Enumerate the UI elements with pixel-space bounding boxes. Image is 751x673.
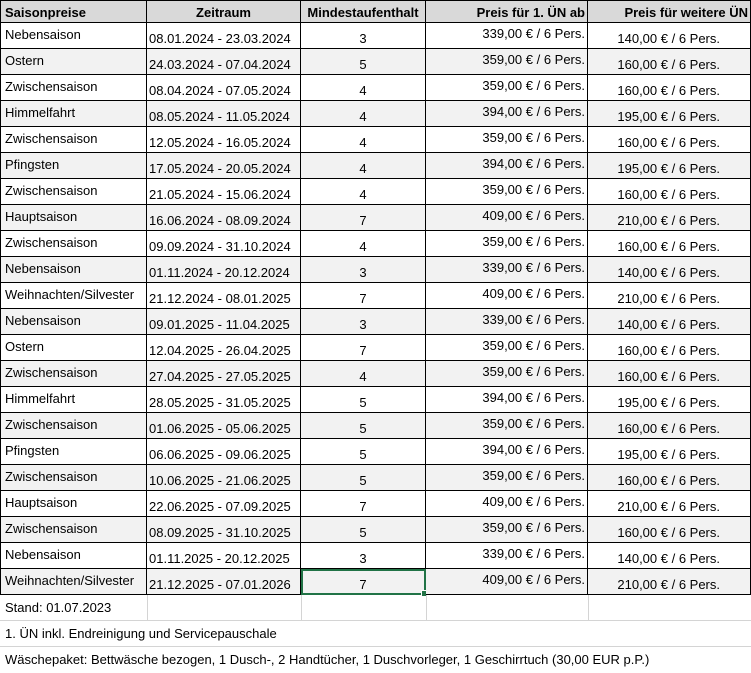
table-row <box>0 153 751 179</box>
cell-preis-weitere-naechte[interactable]: 160,00 € / 6 Pers. <box>588 413 751 439</box>
data-rows <box>0 23 751 595</box>
cell-mindestaufenthalt[interactable]: 4 <box>301 231 426 257</box>
cell-preis-weitere-naechte[interactable]: 210,00 € / 6 Pers. <box>588 283 751 309</box>
table-row <box>0 361 751 387</box>
cell-zeitraum[interactable]: 09.09.2024 - 31.10.2024 <box>147 231 301 257</box>
cell-saison[interactable]: Nebensaison <box>0 543 147 569</box>
table-row <box>0 491 751 517</box>
cell-saison[interactable]: Ostern <box>0 335 147 361</box>
cell-saison[interactable]: Zwischensaison <box>0 75 147 101</box>
header-mindestaufenthalt[interactable]: Mindestaufenthalt <box>301 0 426 23</box>
cell-zeitraum[interactable]: 01.11.2024 - 20.12.2024 <box>147 257 301 283</box>
cell-preis-erste-nacht[interactable]: 394,00 € / 6 Pers. <box>426 101 588 127</box>
cell-saison[interactable]: Weihnachten/Silvester <box>0 283 147 309</box>
cell-preis-weitere-naechte[interactable]: 210,00 € / 6 Pers. <box>588 491 751 517</box>
cell-preis-weitere-naechte[interactable]: 160,00 € / 6 Pers. <box>588 75 751 101</box>
cell-zeitraum[interactable]: 21.12.2025 - 07.01.2026 <box>147 569 301 595</box>
cell-preis-erste-nacht[interactable]: 359,00 € / 6 Pers. <box>426 127 588 153</box>
cell-preis-erste-nacht[interactable]: 394,00 € / 6 Pers. <box>426 387 588 413</box>
cell-zeitraum[interactable]: 12.05.2024 - 16.05.2024 <box>147 127 301 153</box>
cell-preis-erste-nacht[interactable]: 359,00 € / 6 Pers. <box>426 49 588 75</box>
cell-saison[interactable]: Zwischensaison <box>0 465 147 491</box>
cell-preis-weitere-naechte[interactable]: 160,00 € / 6 Pers. <box>588 49 751 75</box>
table-row <box>0 283 751 309</box>
cell-preis-erste-nacht[interactable]: 359,00 € / 6 Pers. <box>426 231 588 257</box>
cell-saison[interactable]: Pfingsten <box>0 153 147 179</box>
cell-saison[interactable]: Hauptsaison <box>0 491 147 517</box>
cell-mindestaufenthalt[interactable]: 5 <box>301 439 426 465</box>
cell-mindestaufenthalt[interactable]: 4 <box>301 361 426 387</box>
cell-preis-erste-nacht[interactable]: 394,00 € / 6 Pers. <box>426 439 588 465</box>
cell-mindestaufenthalt[interactable]: 7 <box>301 205 426 231</box>
cell-mindestaufenthalt[interactable]: 7 <box>301 335 426 361</box>
table-row <box>0 101 751 127</box>
cell-saison[interactable]: Hauptsaison <box>0 205 147 231</box>
cell-zeitraum[interactable]: 06.06.2025 - 09.06.2025 <box>147 439 301 465</box>
cell-mindestaufenthalt[interactable]: 3 <box>301 23 426 49</box>
cell-preis-weitere-naechte[interactable]: 160,00 € / 6 Pers. <box>588 361 751 387</box>
table-row <box>0 439 751 465</box>
cell-preis-weitere-naechte[interactable]: 140,00 € / 6 Pers. <box>588 309 751 335</box>
cell-saison[interactable]: Himmelfahrt <box>0 101 147 127</box>
cell-zeitraum[interactable]: 16.06.2024 - 08.09.2024 <box>147 205 301 231</box>
cell-preis-weitere-naechte[interactable]: 195,00 € / 6 Pers. <box>588 101 751 127</box>
cell-preis-erste-nacht[interactable]: 339,00 € / 6 Pers. <box>426 23 588 49</box>
table-row <box>0 517 751 543</box>
cell-zeitraum[interactable]: 22.06.2025 - 07.09.2025 <box>147 491 301 517</box>
cell-saison[interactable]: Zwischensaison <box>0 413 147 439</box>
note-row-waesche <box>0 647 751 673</box>
cell-preis-erste-nacht[interactable]: 409,00 € / 6 Pers. <box>426 205 588 231</box>
cell-preis-weitere-naechte[interactable]: 210,00 € / 6 Pers. <box>588 205 751 231</box>
cell-preis-weitere-naechte[interactable]: 210,00 € / 6 Pers. <box>588 569 751 595</box>
cell-saison[interactable]: Zwischensaison <box>0 179 147 205</box>
cell-mindestaufenthalt[interactable]: 3 <box>301 257 426 283</box>
selected-cell[interactable]: 7 <box>301 569 426 595</box>
cell-mindestaufenthalt[interactable]: 7 <box>301 283 426 309</box>
cell-zeitraum[interactable]: 17.05.2024 - 20.05.2024 <box>147 153 301 179</box>
cell-preis-erste-nacht[interactable]: 409,00 € / 6 Pers. <box>426 491 588 517</box>
table-row <box>0 205 751 231</box>
cell-mindestaufenthalt[interactable]: 4 <box>301 179 426 205</box>
cell-preis-erste-nacht[interactable]: 394,00 € / 6 Pers. <box>426 153 588 179</box>
cell-saison[interactable]: Weihnachten/Silvester <box>0 569 147 595</box>
cell-preis-weitere-naechte[interactable]: 195,00 € / 6 Pers. <box>588 387 751 413</box>
cell-saison[interactable]: Pfingsten <box>0 439 147 465</box>
header-saisonpreise[interactable]: Saisonpreise <box>0 0 147 23</box>
table-row <box>0 231 751 257</box>
cell-saison[interactable]: Ostern <box>0 49 147 75</box>
cell-preis-weitere-naechte[interactable]: 140,00 € / 6 Pers. <box>588 257 751 283</box>
cell-saison[interactable]: Nebensaison <box>0 23 147 49</box>
cell-preis-weitere-naechte[interactable]: 140,00 € / 6 Pers. <box>588 543 751 569</box>
header-preis-weitere-naechte[interactable]: Preis für weitere ÜN <box>588 0 751 23</box>
note-row-stand <box>0 595 751 621</box>
table-row <box>0 543 751 569</box>
cell-preis-erste-nacht[interactable]: 359,00 € / 6 Pers. <box>426 413 588 439</box>
cell-mindestaufenthalt[interactable]: 7 <box>301 491 426 517</box>
cell-preis-weitere-naechte[interactable]: 160,00 € / 6 Pers. <box>588 517 751 543</box>
cell-mindestaufenthalt[interactable]: 5 <box>301 49 426 75</box>
cell-mindestaufenthalt[interactable]: 5 <box>301 517 426 543</box>
cell-zeitraum[interactable]: 21.12.2024 - 08.01.2025 <box>147 283 301 309</box>
table-row <box>0 413 751 439</box>
table-row <box>0 75 751 101</box>
table-row <box>0 49 751 75</box>
cell-zeitraum[interactable]: 08.04.2024 - 07.05.2024 <box>147 75 301 101</box>
cell-mindestaufenthalt[interactable]: 5 <box>301 387 426 413</box>
cell-preis-weitere-naechte[interactable]: 140,00 € / 6 Pers. <box>588 23 751 49</box>
cell-zeitraum[interactable]: 12.04.2025 - 26.04.2025 <box>147 335 301 361</box>
cell-saison[interactable]: Zwischensaison <box>0 127 147 153</box>
cell-preis-erste-nacht[interactable]: 339,00 € / 6 Pers. <box>426 257 588 283</box>
cell-mindestaufenthalt[interactable]: 3 <box>301 543 426 569</box>
cell-preis-erste-nacht[interactable]: 359,00 € / 6 Pers. <box>426 179 588 205</box>
header-zeitraum[interactable]: Zeitraum <box>147 0 301 23</box>
cell-saison[interactable]: Himmelfahrt <box>0 387 147 413</box>
cell-preis-weitere-naechte[interactable]: 160,00 € / 6 Pers. <box>588 179 751 205</box>
cell-zeitraum[interactable]: 01.11.2025 - 20.12.2025 <box>147 543 301 569</box>
cell-zeitraum[interactable]: 08.01.2024 - 23.03.2024 <box>147 23 301 49</box>
cell-zeitraum[interactable]: 24.03.2024 - 07.04.2024 <box>147 49 301 75</box>
table-row <box>0 309 751 335</box>
cell-mindestaufenthalt[interactable]: 5 <box>301 413 426 439</box>
table-row <box>0 569 751 595</box>
waesche-note[interactable]: Wäschepaket: Bettwäsche bezogen, 1 Dusch-, 2 Handtücher, 1 Duschvorleger, 1 Geschirrtuch (30,00 EUR p.P.) <box>5 652 650 667</box>
cell-mindestaufenthalt[interactable]: 4 <box>301 75 426 101</box>
cell-saison[interactable]: Nebensaison <box>0 309 147 335</box>
cell-preis-erste-nacht[interactable]: 359,00 € / 6 Pers. <box>426 517 588 543</box>
cell-preis-erste-nacht[interactable]: 359,00 € / 6 Pers. <box>426 361 588 387</box>
cell-saison[interactable]: Zwischensaison <box>0 361 147 387</box>
cell-preis-weitere-naechte[interactable]: 195,00 € / 6 Pers. <box>588 153 751 179</box>
table-row <box>0 387 751 413</box>
cell-preis-weitere-naechte[interactable]: 160,00 € / 6 Pers. <box>588 231 751 257</box>
cell-zeitraum[interactable]: 10.06.2025 - 21.06.2025 <box>147 465 301 491</box>
cell-zeitraum[interactable]: 09.01.2025 - 11.04.2025 <box>147 309 301 335</box>
table-row <box>0 23 751 49</box>
cell-preis-weitere-naechte[interactable]: 160,00 € / 6 Pers. <box>588 335 751 361</box>
cell-preis-erste-nacht[interactable]: 359,00 € / 6 Pers. <box>426 335 588 361</box>
note-row-un-info <box>0 621 751 647</box>
cell-zeitraum[interactable]: 01.06.2025 - 05.06.2025 <box>147 413 301 439</box>
cell-saison[interactable]: Zwischensaison <box>0 517 147 543</box>
un-info-note[interactable]: 1. ÜN inkl. Endreinigung und Servicepauschale <box>5 626 277 641</box>
cell-mindestaufenthalt[interactable]: 4 <box>301 127 426 153</box>
cell-preis-erste-nacht[interactable]: 359,00 € / 6 Pers. <box>426 465 588 491</box>
cell-mindestaufenthalt[interactable]: 4 <box>301 101 426 127</box>
table-row <box>0 465 751 491</box>
stand-note[interactable]: Stand: 01.07.2023 <box>5 600 112 615</box>
cell-mindestaufenthalt[interactable]: 4 <box>301 153 426 179</box>
cell-zeitraum[interactable]: 21.05.2024 - 15.06.2024 <box>147 179 301 205</box>
cell-preis-erste-nacht[interactable]: 409,00 € / 6 Pers. <box>426 283 588 309</box>
header-preis-erste-nacht[interactable]: Preis für 1. ÜN ab <box>426 0 588 23</box>
table-row <box>0 335 751 361</box>
cell-zeitraum[interactable]: 27.04.2025 - 27.05.2025 <box>147 361 301 387</box>
header-row <box>0 0 751 23</box>
cell-preis-erste-nacht[interactable]: 409,00 € / 6 Pers. <box>426 569 588 595</box>
cell-preis-weitere-naechte[interactable]: 195,00 € / 6 Pers. <box>588 439 751 465</box>
cell-preis-erste-nacht[interactable]: 339,00 € / 6 Pers. <box>426 309 588 335</box>
cell-preis-erste-nacht[interactable]: 359,00 € / 6 Pers. <box>426 75 588 101</box>
cell-preis-weitere-naechte[interactable]: 160,00 € / 6 Pers. <box>588 465 751 491</box>
cell-zeitraum[interactable]: 28.05.2025 - 31.05.2025 <box>147 387 301 413</box>
cell-preis-weitere-naechte[interactable]: 160,00 € / 6 Pers. <box>588 127 751 153</box>
cell-mindestaufenthalt[interactable]: 5 <box>301 465 426 491</box>
cell-saison[interactable]: Nebensaison <box>0 257 147 283</box>
cell-zeitraum[interactable]: 08.05.2024 - 11.05.2024 <box>147 101 301 127</box>
cell-mindestaufenthalt[interactable]: 3 <box>301 309 426 335</box>
table-row <box>0 257 751 283</box>
table-row <box>0 179 751 205</box>
cell-preis-erste-nacht[interactable]: 339,00 € / 6 Pers. <box>426 543 588 569</box>
cell-zeitraum[interactable]: 08.09.2025 - 31.10.2025 <box>147 517 301 543</box>
table-row <box>0 127 751 153</box>
cell-saison[interactable]: Zwischensaison <box>0 231 147 257</box>
